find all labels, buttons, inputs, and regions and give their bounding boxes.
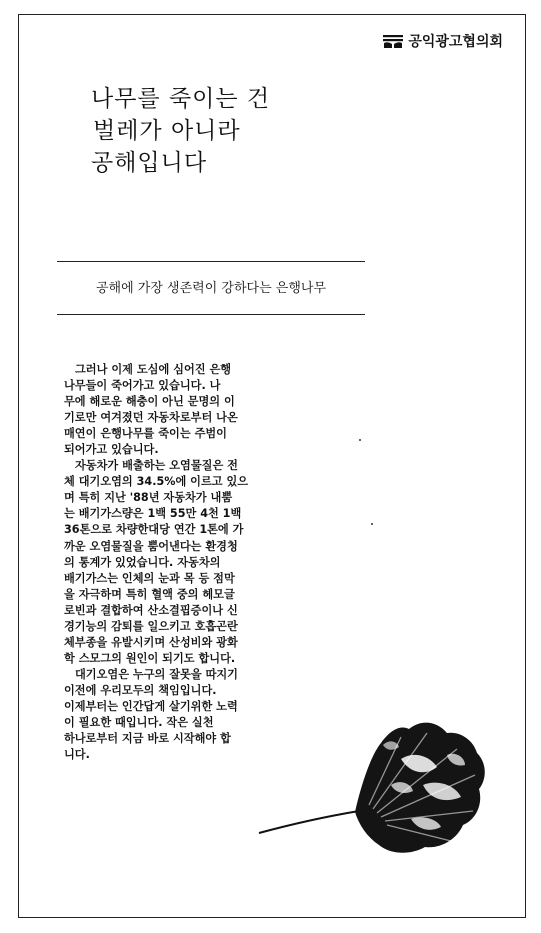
headline-line: 벌레가 아니라 xyxy=(93,118,241,144)
body-line: 매연이 은행나무를 죽이는 주범이 xyxy=(64,427,227,441)
body-line: 의 통계가 있었습니다. 자동차의 xyxy=(64,555,221,569)
body-line: 이제부터는 인간답게 살기위한 노력 xyxy=(64,699,238,713)
body-line: 체부종을 유발시키며 산성비와 광화 xyxy=(64,635,238,649)
body-line: 자동차가 배출하는 오염물질은 전 xyxy=(75,459,238,473)
print-speck xyxy=(371,523,373,525)
body-line: 까운 오염물질을 뿜어낸다는 환경청 xyxy=(64,539,238,553)
headline-line: 공해입니다 xyxy=(91,150,208,176)
body-line: 배기가스는 인체의 눈과 목 등 점막 xyxy=(64,571,235,585)
organization-name: 공익광고협의회 xyxy=(408,34,503,50)
print-speck xyxy=(359,439,361,441)
subheading-top-rule xyxy=(57,261,365,262)
headline-line: 나무를 죽이는 건 xyxy=(91,86,271,112)
ginkgo-leaf-icon xyxy=(251,715,491,875)
body-line: 무에 해로운 해충이 아닌 문명의 이 xyxy=(64,395,235,409)
advertisement-page xyxy=(18,14,526,918)
body-line: 이전에 우리모두의 책임입니다. xyxy=(64,683,217,697)
body-line: 체 대기오염의 34.5%에 이르고 있으 xyxy=(64,475,249,489)
body-line: 이 필요한 때입니다. 작은 실천 xyxy=(64,716,214,730)
body-line: 나무들이 죽어가고 있습니다. 나 xyxy=(64,379,221,393)
body-line: 그러나 이제 도심에 심어진 은행 xyxy=(75,363,232,376)
headline xyxy=(91,83,270,179)
body-line: 하나로부터 지금 바로 시작해야 합 xyxy=(64,732,231,746)
body-line: 며 특히 지난 '88년 자동차가 내뿜 xyxy=(64,491,233,505)
body-line: 니다. xyxy=(64,748,90,762)
body-line: 36톤으로 차량한대당 연간 1톤에 가 xyxy=(64,523,244,537)
subheading-bottom-rule xyxy=(57,314,365,315)
body-line: 는 배기가스량은 1백 55만 4천 1백 xyxy=(64,507,242,521)
council-logo-icon xyxy=(382,33,404,49)
body-line: 대기오염은 누구의 잘못을 따지기 xyxy=(75,667,238,681)
body-line: 기로만 여겨졌던 자동차로부터 나온 xyxy=(64,411,238,425)
subheading: 공해에 가장 생존력이 강하다는 은행나무 xyxy=(95,281,326,296)
body-copy xyxy=(64,362,326,763)
body-line: 되어가고 있습니다. xyxy=(64,443,159,457)
body-line: 을 자극하며 특히 혈액 중의 헤모글 xyxy=(64,587,235,601)
body-line: 로빈과 결합하여 산소결핍증이나 신 xyxy=(64,603,238,617)
body-line: 학 스모그의 원인이 되기도 합니다. xyxy=(64,651,236,665)
organization-logo xyxy=(382,31,503,51)
body-line: 경기능의 감퇴를 일으키고 호흡곤란 xyxy=(64,619,238,633)
